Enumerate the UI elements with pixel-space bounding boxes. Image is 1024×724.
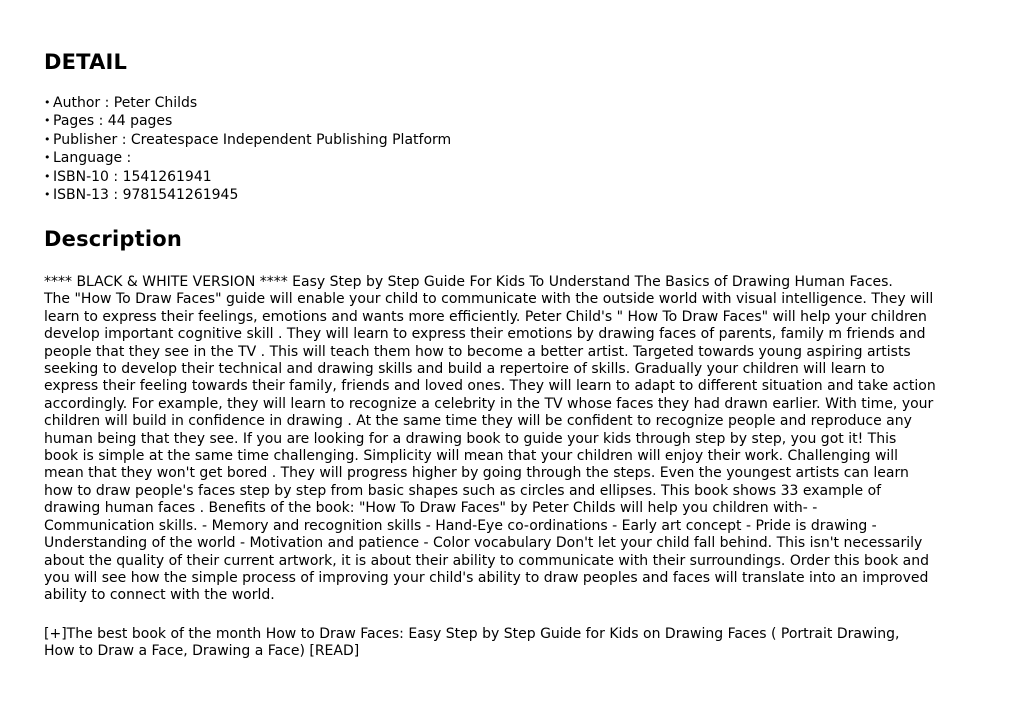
read-more-line: How to Draw a Face, Drawing a Face) [READ] (44, 643, 360, 660)
bullet-icon: • (44, 96, 51, 109)
description-line: learn to express their feelings, emotions and wants more efficiently. Peter Child's " How To Draw Faces" will help your children (44, 308, 927, 325)
bullet-icon: • (44, 151, 51, 165)
detail-item-text: Pages : 44 pages (53, 113, 173, 130)
description-heading: Description (44, 227, 183, 251)
detail-heading: DETAIL (44, 50, 128, 74)
detail-item-text: ISBN-13 : 9781541261945 (53, 187, 239, 204)
detail-item-language (44, 149, 451, 167)
detail-item-text: Publisher : Createspace Independent Publishing Platform (53, 131, 452, 148)
description-line: human being that they see. If you are looking for a drawing book to guide your kids through step by step, you got it! This (44, 430, 897, 447)
description-line: The "How To Draw Faces" guide will enable your child to communicate with the outside world with visual intelligence. They will (44, 291, 934, 308)
description-line: express their feeling towards their family, friends and loved ones. They will learn to adapt to different situation and take action (44, 378, 936, 395)
description-line: Communication skills. - Memory and recognition skills - Hand-Eye co-ordinations - Early art concept - Pride is drawing - (44, 517, 877, 534)
description-line: ability to connect with the world. (44, 587, 275, 604)
read-more-link[interactable] (44, 626, 989, 661)
detail-item-text: ISBN-10 : 1541261941 (53, 168, 212, 185)
description-line: seeking to develop their technical and drawing skills and build a repertoire of skills. Gradually your children will learn to (44, 361, 885, 378)
detail-list (44, 94, 451, 204)
detail-item-isbn10 (44, 168, 451, 186)
bullet-icon: • (44, 132, 51, 146)
description-line: about the quality of their current artwork, it is about their ability to communicate with their surroundings. Order this book and (44, 552, 929, 569)
description-line: drawing human faces . Benefits of the book: "How To Draw Faces" by Peter Childs will help you children with- - (44, 500, 818, 517)
bullet-icon: • (44, 169, 51, 183)
description-line: how to draw people's faces step by step from basic shapes such as circles and ellipses. This book shows 33 example of (44, 482, 882, 499)
detail-item-author (44, 94, 451, 112)
description-line: accordingly. For example, they will learn to recognize a celebrity in the TV whose faces they had drawn earlier. With time, your (44, 395, 934, 412)
description-line: people that they see in the TV . This will teach them how to become a better artist. Targeted towards young aspiring artists (44, 343, 911, 360)
read-more-line: [+]The best book of the month How to Draw Faces: Easy Step by Step Guide for Kids on Drawing Faces ( Portrait Drawing, (44, 626, 900, 642)
description-body (44, 274, 989, 605)
description-line: develop important cognitive skill . They will learn to express their emotions by drawing faces of parents, family m friends and (44, 326, 926, 343)
detail-item-text: Author : Peter Childs (53, 95, 198, 111)
detail-item-publisher (44, 131, 451, 149)
description-line: Understanding of the world - Motivation and patience - Color vocabulary Don't let your child fall behind. This isn't necessarily (44, 535, 923, 552)
description-line: **** BLACK & WHITE VERSION **** Easy Step by Step Guide For Kids To Understand The Basics of Drawing Human Faces. (44, 274, 893, 290)
description-line: book is simple at the same time challenging. Simplicity will mean that your children will enjoy their work. Challenging will (44, 448, 899, 465)
bullet-icon: • (44, 188, 51, 202)
detail-item-text: Language : (53, 150, 132, 167)
description-line: children will build in confidence in drawing . At the same time they will be confident to recognize people and reproduce any (44, 413, 912, 430)
detail-item-isbn13 (44, 186, 451, 204)
bullet-icon: • (44, 114, 51, 128)
description-line: mean that they won't get bored . They will progress higher by going through the steps. Even the youngest artists can learn (44, 465, 909, 482)
detail-item-pages (44, 112, 451, 130)
description-line: you will see how the simple process of improving your child's ability to draw peoples and faces will translate into an improved (44, 569, 929, 586)
